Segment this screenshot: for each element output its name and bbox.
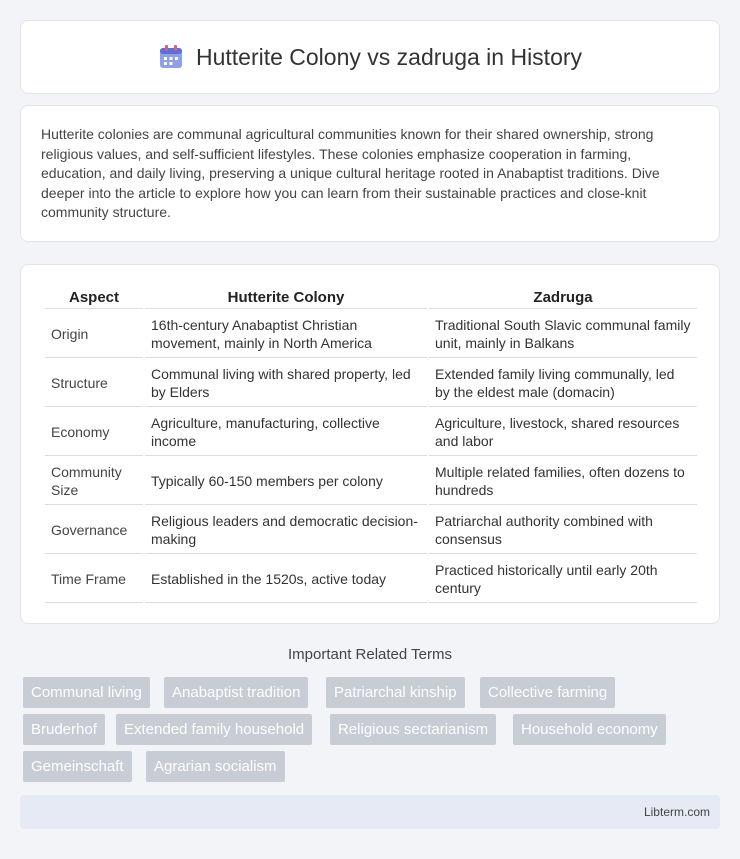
column-header-hutterite: Hutterite Colony bbox=[145, 287, 427, 309]
table-row bbox=[45, 360, 697, 407]
related-term-tag[interactable]: Extended family household bbox=[116, 714, 312, 745]
aspect-cell: Economy bbox=[45, 409, 143, 456]
table-row bbox=[45, 311, 697, 358]
hutterite-cell: Typically 60-150 members per colony bbox=[145, 458, 427, 505]
aspect-cell: Time Frame bbox=[45, 556, 143, 603]
aspect-cell: Structure bbox=[45, 360, 143, 407]
related-term-tag[interactable]: Anabaptist tradition bbox=[164, 677, 308, 708]
zadruga-cell: Patriarchal authority combined with consensus bbox=[429, 507, 697, 554]
related-term-tag[interactable]: Collective farming bbox=[480, 677, 615, 708]
page-footer bbox=[20, 795, 720, 829]
related-term-tag[interactable]: Religious sectarianism bbox=[330, 714, 496, 745]
aspect-cell: Community Size bbox=[45, 458, 143, 505]
comparison-table bbox=[43, 285, 699, 605]
hutterite-cell: Established in the 1520s, active today bbox=[145, 556, 427, 603]
page-header bbox=[20, 20, 720, 94]
column-header-aspect: Aspect bbox=[45, 287, 143, 309]
zadruga-cell: Multiple related families, often dozens to hundreds bbox=[429, 458, 697, 505]
aspect-cell: Origin bbox=[45, 311, 143, 358]
hutterite-cell: Communal living with shared property, led by Elders bbox=[145, 360, 427, 407]
hutterite-cell: 16th-century Anabaptist Christian movement, mainly in North America bbox=[145, 311, 427, 358]
table-row bbox=[45, 507, 697, 554]
zadruga-cell: Practiced historically until early 20th century bbox=[429, 556, 697, 603]
table-row bbox=[45, 458, 697, 505]
zadruga-cell: Agriculture, livestock, shared resources and labor bbox=[429, 409, 697, 456]
comparison-table-card bbox=[20, 264, 720, 624]
calendar-icon bbox=[158, 44, 184, 70]
table-header-row bbox=[45, 287, 697, 309]
aspect-cell: Governance bbox=[45, 507, 143, 554]
intro-section bbox=[20, 105, 720, 242]
related-term-tag[interactable]: Agrarian socialism bbox=[146, 751, 285, 782]
footer-site-link[interactable]: Libterm.com bbox=[643, 805, 710, 819]
related-term-tag[interactable]: Household economy bbox=[513, 714, 666, 745]
table-row bbox=[45, 409, 697, 456]
related-term-tag[interactable]: Communal living bbox=[23, 677, 150, 708]
zadruga-cell: Traditional South Slavic communal family unit, mainly in Balkans bbox=[429, 311, 697, 358]
related-term-tag[interactable]: Patriarchal kinship bbox=[326, 677, 465, 708]
column-header-zadruga: Zadruga bbox=[429, 287, 697, 309]
related-term-tag[interactable]: Bruderhof bbox=[23, 714, 105, 745]
zadruga-cell: Extended family living communally, led by the eldest male (domacin) bbox=[429, 360, 697, 407]
hutterite-cell: Religious leaders and democratic decision-making bbox=[145, 507, 427, 554]
intro-text: Hutterite colonies are communal agricultural communities known for their shared ownership, strong religious values, and self-sufficient lifestyles. These colonies emphasize cooperation in farming, education, and daily living, preserving a unique cultural heritage rooted in Anabaptist traditions. Dive deeper into the article to explore how you can learn from their sustainable practices and close-knit community structure. bbox=[41, 126, 660, 220]
related-term-tag[interactable]: Gemeinschaft bbox=[23, 751, 132, 782]
related-terms-title: Important Related Terms bbox=[288, 646, 452, 663]
table-row bbox=[45, 556, 697, 603]
page-title: Hutterite Colony vs zadruga in History bbox=[195, 43, 583, 70]
hutterite-cell: Agriculture, manufacturing, collective income bbox=[145, 409, 427, 456]
